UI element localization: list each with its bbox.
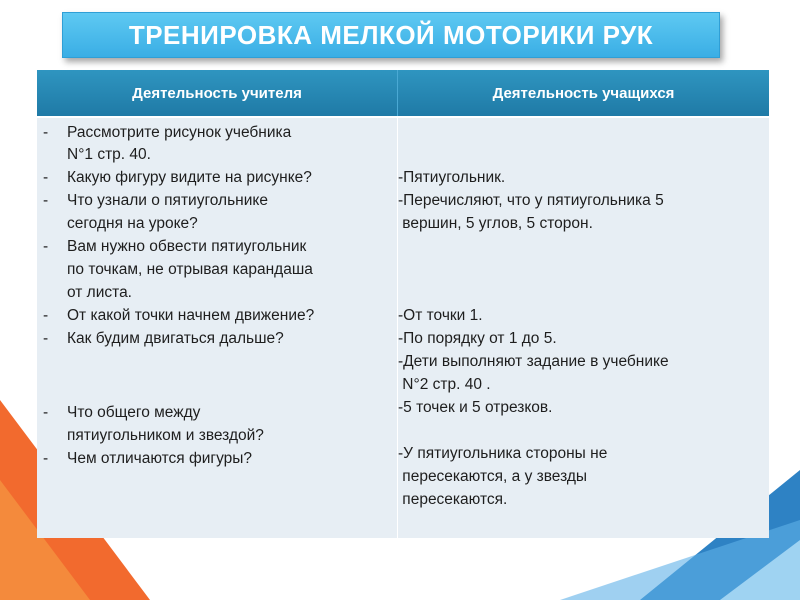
teacher-line: Вам нужно обвести пятиугольник (67, 238, 307, 255)
teacher-line: пятиугольником и звездой? (67, 427, 264, 444)
student-line: N°2 стр. 40 . (398, 376, 491, 393)
student-line: вершин, 5 углов, 5 сторон. (398, 215, 593, 232)
header-teacher: Деятельность учителя (37, 70, 398, 117)
table-header-row (37, 70, 769, 117)
student-line: -От точки 1. (398, 307, 483, 324)
lesson-table (37, 70, 769, 536)
title-banner (62, 12, 720, 58)
page-title: ТРЕНИРОВКА МЕЛКОЙ МОТОРИКИ РУК (128, 19, 654, 50)
table-row (37, 117, 769, 538)
list-dash: - (43, 307, 49, 324)
teacher-line: Как будим двигаться дальше? (67, 330, 284, 347)
student-line: -По порядку от 1 до 5. (398, 330, 557, 347)
header-students: Деятельность учащихся (398, 70, 770, 117)
teacher-line: Какую фигуру видите на рисунке? (67, 169, 312, 186)
student-line: пересекаются. (398, 491, 508, 508)
list-dash: - (43, 238, 49, 255)
student-line: -Дети выполняют задание в учебнике (398, 353, 669, 370)
list-dash: - (43, 169, 49, 186)
teacher-line: От какой точки начнем движение? (67, 307, 315, 324)
student-line: -У пятиугольника стороны не (398, 445, 608, 462)
list-dash: - (43, 192, 49, 209)
teacher-line: Рассмотрите рисунок учебника (67, 124, 292, 141)
list-dash: - (43, 330, 49, 347)
teacher-line: Что узнали о пятиугольнике (67, 192, 268, 209)
student-line: -Пятиугольник. (398, 169, 506, 186)
student-line: -5 точек и 5 отрезков. (398, 399, 553, 416)
student-line: пересекаются, а у звезды (398, 468, 588, 485)
teacher-line: от листа. (67, 284, 132, 301)
list-dash: - (43, 404, 49, 421)
teacher-cell (37, 117, 398, 538)
student-line: -Перечисляют, что у пятиугольника 5 (398, 192, 664, 209)
list-dash: - (43, 124, 49, 141)
students-cell (398, 117, 770, 538)
teacher-line: Чем отличаются фигуры? (67, 450, 253, 467)
teacher-line: по точкам, не отрывая карандаша (67, 261, 313, 278)
teacher-line: N°1 стр. 40. (67, 146, 151, 163)
activity-table (37, 70, 769, 538)
teacher-line: Что общего между (67, 404, 201, 421)
teacher-line: сегодня на уроке? (67, 215, 198, 232)
list-dash: - (43, 450, 49, 467)
